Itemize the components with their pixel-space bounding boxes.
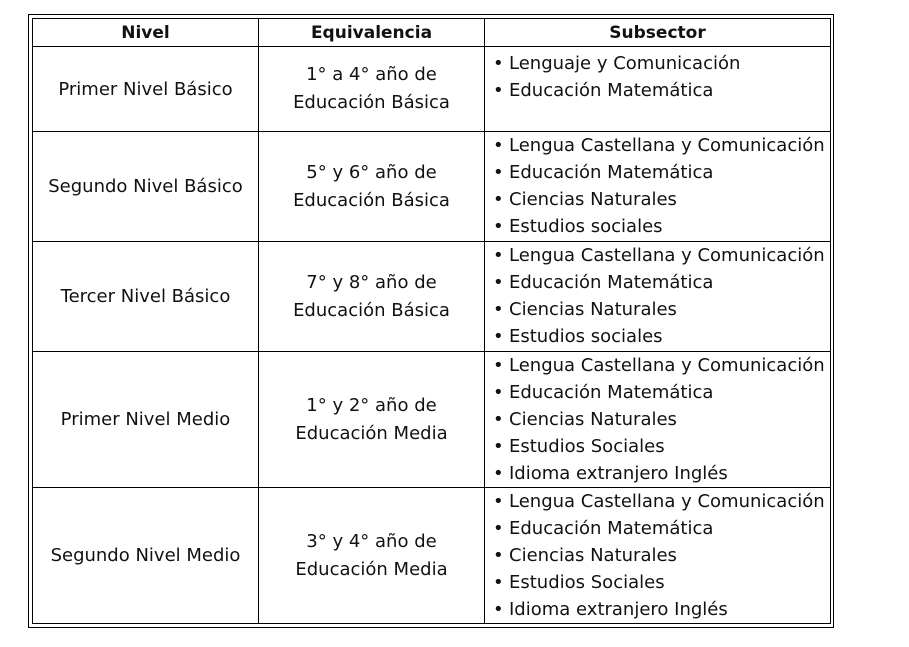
list-item: • Estudios sociales xyxy=(493,323,830,350)
equivalencia-cell xyxy=(259,47,485,132)
equivalencia-line: 3° y 4° año de xyxy=(306,530,437,552)
list-item: • Educación Matemática xyxy=(493,269,830,296)
subsector-list xyxy=(485,488,830,623)
equivalencia-line: Educación Básica xyxy=(293,189,450,211)
equivalencia-cell xyxy=(259,132,485,242)
subsector-list xyxy=(485,47,830,104)
table-row xyxy=(33,488,831,624)
list-item: • Idioma extranjero Inglés xyxy=(493,460,830,487)
table-row xyxy=(33,352,831,488)
subsector-list xyxy=(485,242,830,350)
list-item: • Ciencias Naturales xyxy=(493,296,830,323)
list-item: • Estudios Sociales xyxy=(493,569,830,596)
list-item: • Ciencias Naturales xyxy=(493,542,830,569)
list-item: • Educación Matemática xyxy=(493,77,830,104)
header-equivalencia: Equivalencia xyxy=(259,19,485,47)
nivel-cell: Segundo Nivel Medio xyxy=(33,488,259,624)
list-item: • Lengua Castellana y Comunicación xyxy=(493,352,830,379)
list-item: • Lengua Castellana y Comunicación xyxy=(493,488,830,515)
subsector-cell xyxy=(485,47,831,132)
equivalencia-line: 1° a 4° año de xyxy=(306,64,437,85)
list-item: • Estudios sociales xyxy=(493,213,830,240)
header-row xyxy=(33,19,831,47)
nivel-cell: Primer Nivel Básico xyxy=(33,47,259,132)
list-item: • Lengua Castellana y Comunicación xyxy=(493,132,830,159)
equivalencia-cell xyxy=(259,352,485,488)
equivalencia-line: Educación Media xyxy=(295,422,448,444)
header-subsector: Subsector xyxy=(485,19,831,47)
list-item: • Educación Matemática xyxy=(493,515,830,542)
list-item: • Idioma extranjero Inglés xyxy=(493,596,830,623)
subsector-list xyxy=(485,352,830,487)
equivalencia-line: 5° y 6° año de xyxy=(306,161,437,183)
equivalencia-line: Educación Media xyxy=(295,558,448,580)
subsector-cell xyxy=(485,132,831,242)
table-row xyxy=(33,47,831,132)
table-row xyxy=(33,242,831,352)
header-nivel: Nivel xyxy=(33,19,259,47)
list-item: • Ciencias Naturales xyxy=(493,186,830,213)
equivalencia-cell xyxy=(259,242,485,352)
list-item: • Educación Matemática xyxy=(493,159,830,186)
subsector-list xyxy=(485,132,830,240)
list-item: • Estudios Sociales xyxy=(493,433,830,460)
list-item: • Educación Matemática xyxy=(493,379,830,406)
equivalencia-line: Educación Básica xyxy=(293,92,450,113)
list-item: • Lenguaje y Comunicación xyxy=(493,50,830,77)
nivel-cell: Primer Nivel Medio xyxy=(33,352,259,488)
subsector-cell xyxy=(485,488,831,624)
equivalencia-line: 1° y 2° año de xyxy=(306,394,437,416)
nivel-cell: Segundo Nivel Básico xyxy=(33,132,259,242)
list-item: • Lengua Castellana y Comunicación xyxy=(493,242,830,269)
equivalencia-cell xyxy=(259,488,485,624)
subsector-cell xyxy=(485,242,831,352)
nivel-cell: Tercer Nivel Básico xyxy=(33,242,259,352)
subsector-cell xyxy=(485,352,831,488)
equivalencia-line: Educación Básica xyxy=(293,299,450,321)
education-levels-table xyxy=(32,18,831,624)
equivalencia-line: 7° y 8° año de xyxy=(306,271,437,293)
table-row xyxy=(33,132,831,242)
list-item: • Ciencias Naturales xyxy=(493,406,830,433)
